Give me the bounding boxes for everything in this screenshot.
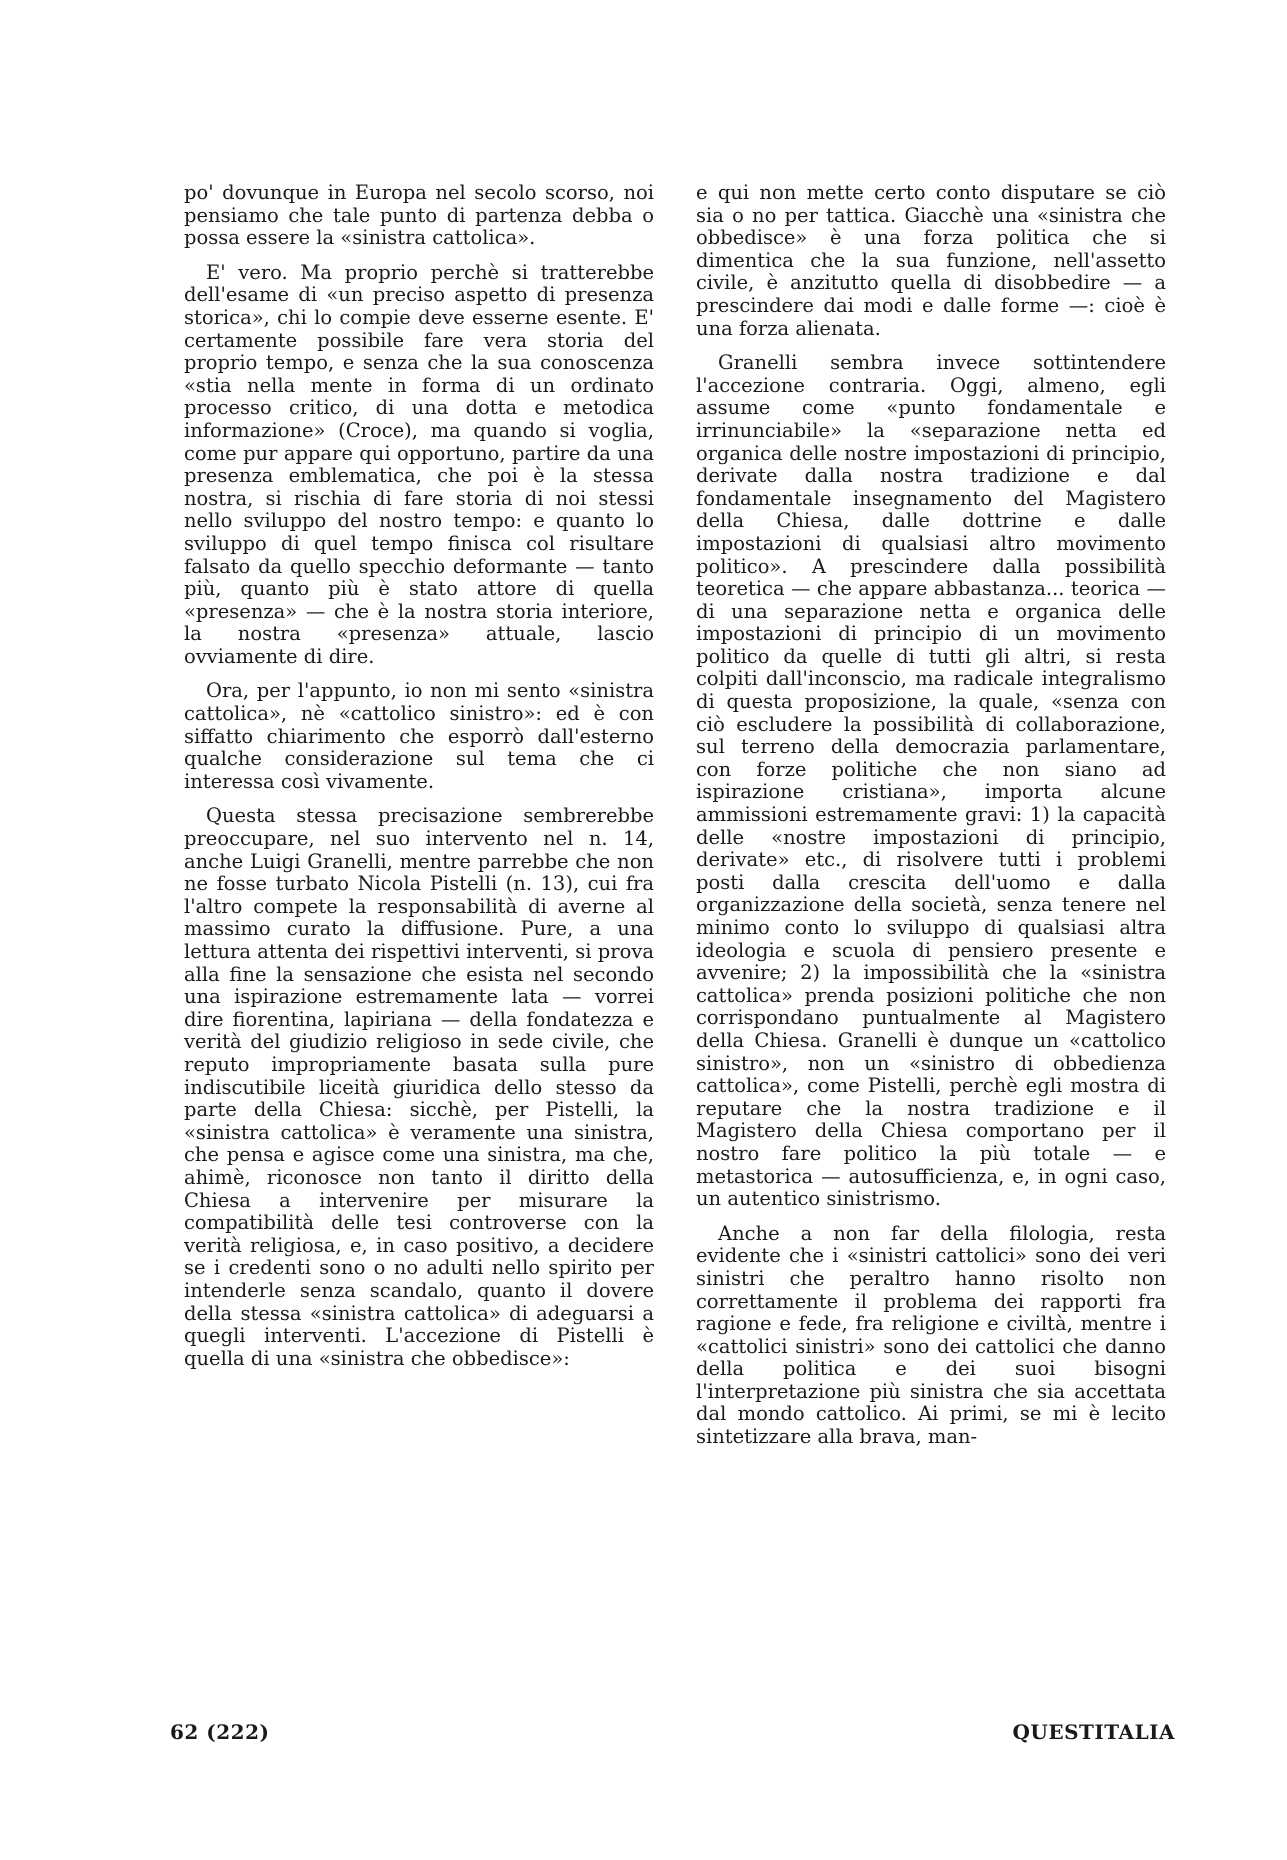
paragraph: Granelli sembra invece sottintendere l'accezione contraria. Oggi, almeno, egli assume come «punto fondamentale e irrinunciabile» la «separazione netta ed organica delle nostre impostazioni di principio, derivate dalla nostra tradizione e dal fondamentale insegnamento del Magistero della Chiesa, dalle dottrine e dalle impostazioni di qualsiasi altro movimento politico». A prescindere dalla possibilità teoretica — che appare abbastanza... teorica — di una separazione netta e organica delle impostazioni di principio di un movimento politico da quelle di tutti gli altri, si resta colpiti dall'inconscio, ma radicale integralismo di questa proposizione, la quale, «senza con ciò escludere la possibilità di collaborazione, sul terreno della democrazia parlamentare, con forze politiche che non siano ad ispirazione cristiana», importa alcune ammissioni estremamente gravi: 1) la capacità delle «nostre impostazioni di principio, derivate» etc., di risolvere tutti i problemi posti dalla crescita dell'uomo e dalla organizzazione della società, senza tenere nel minimo conto lo sviluppo di qualsiasi altra ideologia e scuola di pensiero presente e avvenire; 2) la impossibilità che la «sinistra cattolica» prenda posizioni politiche che non corrispondano puntualmente al Magistero della Chiesa. Granelli è dunque un «cattolico sinistro», non un «sinistro di obbedienza cattolica», come Pistelli, perchè egli mostra di reputare che la nostra tradizione e il Magistero della Chiesa comportano per il nostro fare politico la più totale — e metastorica — autosufficienza, e, in ogni caso, un autentico sinistrismo. bbox=[696, 351, 1166, 1211]
right-column bbox=[696, 182, 1166, 1461]
paragraph: e qui non mette certo conto disputare se ciò sia o no per tattica. Giacchè una «sinistra che obbedisce» è una forza politica che si dimentica che la sua funzione, nell'assetto civile, è anzitutto quella di disobbedire — a prescindere dai modi e dalle forme —: cioè è una forza alienata. bbox=[696, 181, 1166, 340]
paragraph: po' dovunque in Europa nel secolo scorso, noi pensiamo che tale punto di partenza debba o possa essere la «sinistra cattolica». bbox=[184, 181, 654, 250]
paragraph: Ora, per l'appunto, io non mi sento «sinistra cattolica», nè «cattolico sinistro»: ed è con siffatto chiarimento che esporrò dall'esterno qualche considerazione sul tema che ci interessa così vivamente. bbox=[184, 679, 654, 793]
paragraph: Questa stessa precisazione sembrerebbe preoccupare, nel suo intervento nel n. 14, anche Luigi Granelli, mentre parrebbe che non ne fosse turbato Nicola Pistelli (n. 13), cui fra l'altro compete la responsabilità di averne al massimo curato la diffusione. Pure, a una lettura attenta dei rispettivi interventi, si prova alla fine la sensazione che esista nel secondo una ispirazione estremamente lata — vorrei dire fiorentina, lapiriana — della fondatezza e verità del giudizio religioso in sede civile, che reputo impropriamente basata sulla pure indiscutibile liceità giuridica dello stesso da parte della Chiesa: sicchè, per Pistelli, la «sinistra cattolica» è veramente una sinistra, che pensa e agisce come una sinistra, ma che, ahimè, riconosce non tanto il diritto della Chiesa a intervenire per misurare la compatibilità delle tesi controverse con la verità religiosa, e, in caso positivo, a decidere se i credenti sono o no adulti nello spirito per intenderle senza scandalo, quanto il dovere della stessa «sinistra cattolica» di adeguarsi a quegli interventi. L'accezione di Pistelli è quella di una «sinistra che obbedisce»: bbox=[184, 804, 654, 1370]
paragraph: Anche a non far della filologia, resta evidente che i «sinistri cattolici» sono dei veri sinistri che peraltro hanno risolto non correttamente il problema dei rapporti fra ragione e fede, fra religione e civiltà, mentre i «cattolici sinistri» sono dei cattolici che danno della politica e dei suoi bisogni l'interpretazione più sinistra che sia accettata dal mondo cattolico. Ai primi, se mi è lecito sintetizzare alla brava, man- bbox=[696, 1221, 1166, 1449]
paragraph: E' vero. Ma proprio perchè si tratterebbe dell'esame di «un preciso aspetto di presenza storica», chi lo compie deve esserne esente. E' certamente possibile fare vera storia del proprio tempo, e senza che la sua conoscenza «stia nella mente in forma di un ordinato processo critico, di una dotta e metodica informazione» (Croce), ma quando si voglia, come pur appare qui opportuno, partire da una presenza emblematica, che poi è la stessa nostra, si rischia di fare storia di noi stessi nello sviluppo del nostro tempo: e quanto lo sviluppo di quel tempo finisca col risultare falsato da quello specchio deformante — tanto più, quanto più è stato attore di quella «presenza» — che è la nostra storia interiore, la nostra «presenza» attuale, lascio ovviamente di dire. bbox=[184, 260, 654, 668]
left-column bbox=[184, 182, 654, 1382]
journal-name: QUESTITALIA bbox=[1012, 1720, 1175, 1744]
page-number: 62 (222) bbox=[170, 1720, 270, 1744]
